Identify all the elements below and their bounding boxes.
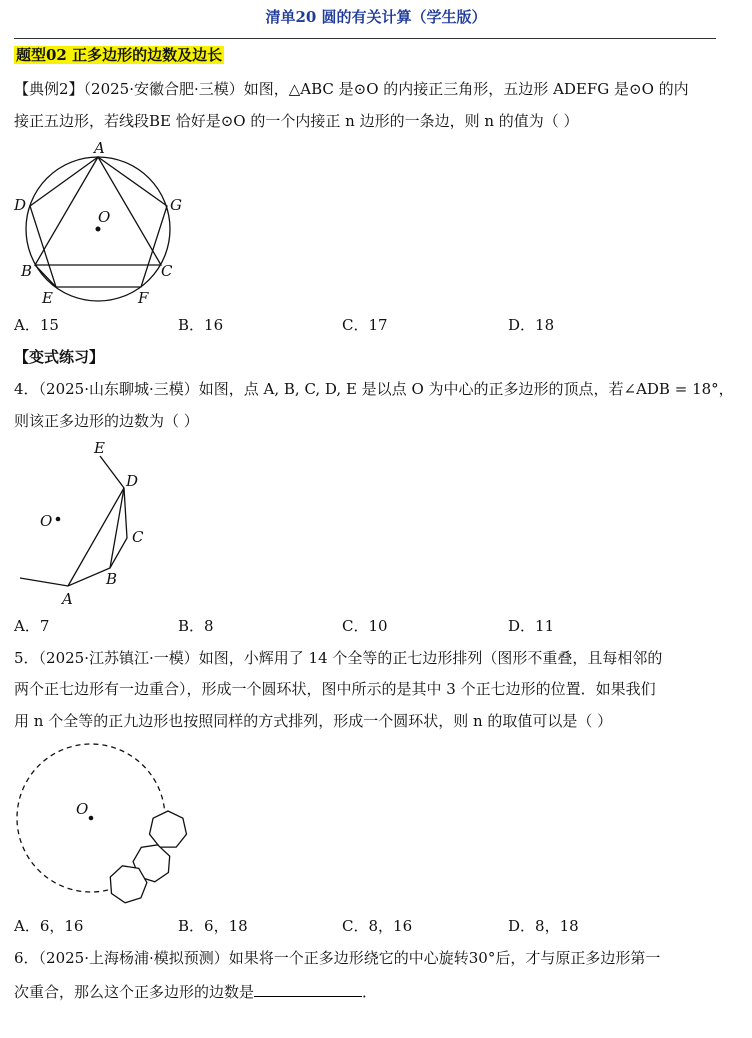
q6-text-line-1: 6．（2025·上海杨浦·模拟预测）如果将一个正多边形绕它的中心旋转30°后，才与原正多边形第一 [14, 949, 661, 967]
q5-option-b: B．6，18 [178, 917, 248, 935]
label-F: F [138, 289, 149, 307]
figure-heptagon-ring [10, 742, 200, 908]
label-D: D [14, 196, 27, 214]
q6-text-line-2a: 次重合，那么这个正多边形的边数是 [14, 983, 255, 1001]
q4-option-a: A．7 [14, 617, 50, 635]
q4-label-A: A [62, 590, 73, 608]
header-rule [14, 38, 716, 39]
q4-option-b: B．8 [178, 617, 214, 635]
q4-label-D: D [126, 472, 139, 490]
document-header: 清单20 圆的有关计算（学生版） [265, 8, 487, 26]
example-text-line-1: 【典例2】（2025·安徽合肥·三模）如图，△ABC 是⊙O 的内接正三角形，五边形 ADEFG 是⊙O 的内 [14, 80, 689, 98]
example-option-b: B．16 [178, 316, 224, 334]
q5-text-line-3: 用 n 个全等的正九边形也按照同样的方式排列，形成一个圆环状，则 n 的取值可以是（ ） [14, 712, 613, 730]
q5-label-O: O [76, 800, 89, 818]
q4-option-c: C．10 [342, 617, 388, 635]
variant-title: 【变式练习】 [14, 348, 105, 366]
q5-text-line-2: 两个正七边形有一边重合），形成一个圆环状，图中所示的是其中 3 个正七边形的位置．如果我们 [14, 680, 656, 698]
example-text-line-2: 接正五边形，若线段BE 恰好是⊙O 的一个内接正 n 边形的一条边，则 n 的值为（ ） [14, 112, 579, 130]
q5-option-d: D．8，18 [508, 917, 579, 935]
label-C: C [161, 262, 173, 280]
q4-label-E: E [94, 439, 105, 457]
q5-option-c: C．8，16 [342, 917, 413, 935]
example-option-a: A．15 [14, 316, 59, 334]
q4-label-C: C [132, 528, 144, 546]
q4-text-line-1: 4．（2025·山东聊城·三模）如图，点 A, B, C, D, E 是以点 O 为中心的正多边形的顶点，若∠ADB = 18°， [14, 380, 734, 398]
section-title: 题型02 正多边形的边数及边长 [16, 46, 223, 64]
label-O: O [98, 208, 111, 226]
label-B: B [21, 262, 33, 280]
section-title-row [14, 45, 224, 65]
label-E: E [42, 289, 53, 307]
example-option-c: C．17 [342, 316, 388, 334]
q4-label-B: B [106, 570, 118, 588]
q5-option-a: A．6，16 [14, 917, 84, 935]
q4-text-line-2: 则该正多边形的边数为（ ） [14, 412, 199, 430]
label-G: G [170, 196, 182, 214]
answer-blank[interactable] [254, 980, 362, 997]
figure-polygon-vertices [14, 438, 174, 610]
label-A: A [94, 140, 105, 157]
q4-option-d: D．11 [508, 617, 555, 635]
q5-text-line-1: 5．（2025·江苏镇江·一模）如图，小辉用了 14 个全等的正七边形排列（图形不重叠，且每相邻的 [14, 649, 663, 667]
example-option-d: D．18 [508, 316, 555, 334]
q6-text-line-2b: ． [362, 983, 378, 1001]
q6-text-line-2 [14, 980, 377, 1002]
q4-label-O: O [40, 512, 53, 530]
figure-circle-triangle-pentagon [10, 140, 190, 310]
